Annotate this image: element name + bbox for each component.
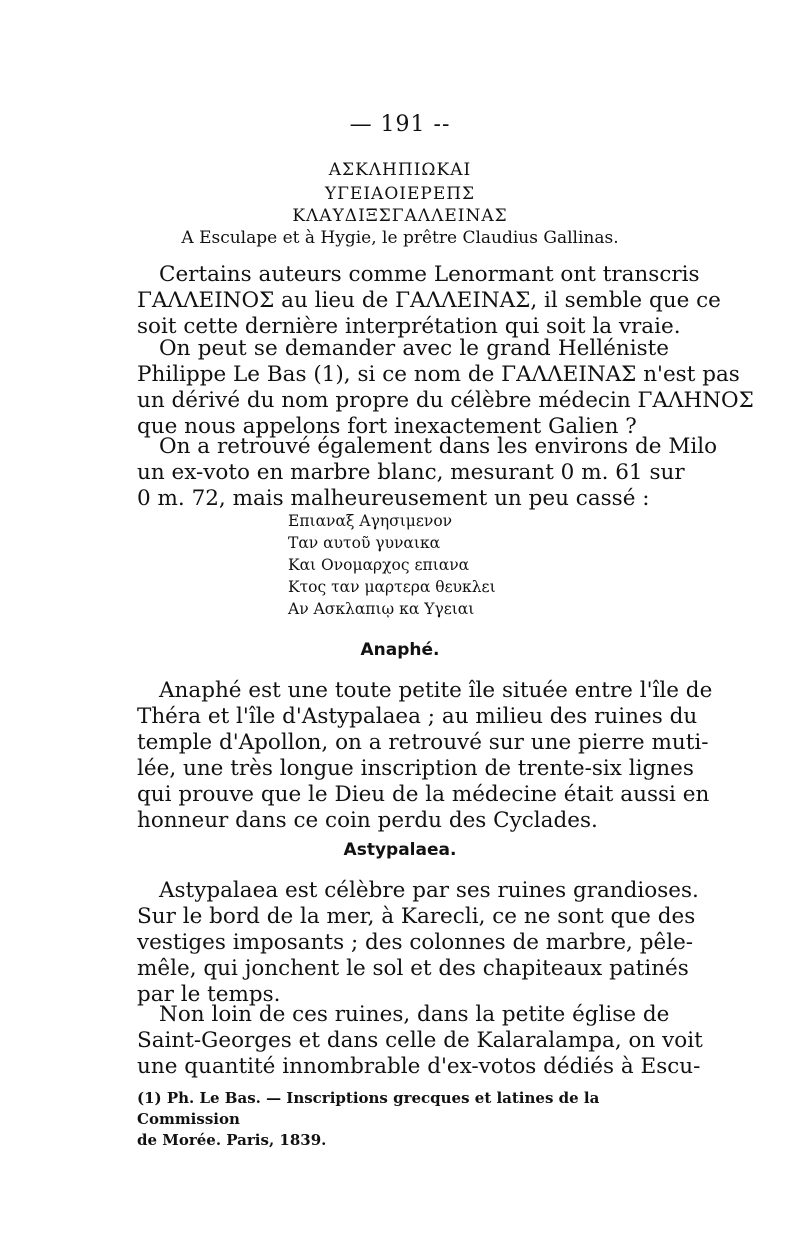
inscription-translation: A Esculape et à Hygie, le prêtre Claudius Gallinas. (181, 228, 619, 248)
text-line: par le temps. (137, 982, 281, 1007)
inscription-line: Αν Ασκλαπιῳ κα Υγειαι (288, 600, 475, 618)
inscription-line: Κτος ταν μαρτερα θευκλει (288, 578, 496, 596)
text-line: soit cette dernière interprétation qui soit la vraie. (137, 314, 681, 339)
text-line: un dérivé du nom propre du célèbre médecin ΓΑΛΗΝΟΣ (137, 388, 754, 413)
text-line: qui prouve que le Dieu de la médecine était aussi en (137, 782, 710, 807)
greek-title-line-2: ΥΓΕΙΑΟΙΕΡΕΠΣ (324, 184, 476, 204)
text-line: Sur le bord de la mer, à Karecli, ce ne sont que des (137, 904, 696, 929)
inscription-line: Ταν αυτοῦ γυναικα (288, 534, 441, 552)
text-line: Non loin de ces ruines, dans la petite église de (159, 1002, 670, 1027)
paragraph-milo (137, 434, 718, 512)
text-line: mêle, qui jonchent le sol et des chapiteaux patinés (137, 956, 689, 981)
paragraph-lenormant (137, 262, 721, 340)
text-line: Certains auteurs comme Lenormant ont transcris (159, 262, 700, 287)
section-heading-astypalaea: Astypalaea. (343, 840, 457, 860)
inscription-line: Επιαναξ Αγησιμενον (288, 512, 453, 530)
text-line: un ex-voto en marbre blanc, mesurant 0 m. 61 sur (137, 460, 685, 485)
text-line: temple d'Apollon, on a retrouvé sur une pierre muti- (137, 730, 709, 755)
text-line: Astypalaea est célèbre par ses ruines grandioses. (159, 878, 699, 903)
text-line: Théra et l'île d'Astypalaea ; au milieu des ruines du (137, 704, 698, 729)
paragraph-saint-georges (137, 1002, 703, 1080)
text-line: honneur dans ce coin perdu des Cyclades. (137, 808, 598, 833)
text-line: Anaphé est une toute petite île située entre l'île de (159, 678, 713, 703)
footnote (137, 1088, 669, 1151)
paragraph-astypalaea (137, 878, 699, 1008)
footnote-line: de Morée. Paris, 1839. (137, 1131, 327, 1149)
page-number: — 191 -- (349, 112, 451, 137)
text-line: On a retrouvé également dans les environs de Milo (159, 434, 718, 459)
greek-title-line-1: ΑΣΚΛΗΠΙΩΚΑΙ (328, 160, 472, 180)
text-line: que nous appelons fort inexactement Galien ? (137, 414, 637, 439)
text-line: Saint-Georges et dans celle de Kalaralampa, on voit (137, 1028, 703, 1053)
greek-title-line-3: ΚΛΑΥΔΙΞΣΓΑΛΛΕΙΝΑΣ (292, 206, 508, 226)
paragraph-le-bas (137, 336, 754, 440)
text-line: lée, une très longue inscription de trente-six lignes (137, 756, 694, 781)
footnote-line: (1) Ph. Le Bas. — Inscriptions grecques et latines de la Commission (137, 1089, 600, 1128)
text-line: une quantité innombrable d'ex-votos dédiés à Escu- (137, 1054, 701, 1079)
section-heading-anaphe: Anaphé. (360, 640, 440, 660)
greek-inscription (288, 510, 496, 620)
text-line: 0 m. 72, mais malheureusement un peu cassé : (137, 486, 650, 511)
text-line: On peut se demander avec le grand Helléniste (159, 336, 669, 361)
text-line: vestiges imposants ; des colonnes de marbre, pêle- (137, 930, 694, 955)
text-line: Philippe Le Bas (1), si ce nom de ΓΑΛΛΕΙΝΑΣ n'est pas (137, 362, 740, 387)
paragraph-anaphe (137, 678, 713, 834)
text-line: ΓΑΛΛΕΙΝΟΣ au lieu de ΓΑΛΛΕΙΝΑΣ, il semble que ce (137, 288, 721, 313)
inscription-line: Και Ονομαρχος επιανα (288, 556, 470, 574)
